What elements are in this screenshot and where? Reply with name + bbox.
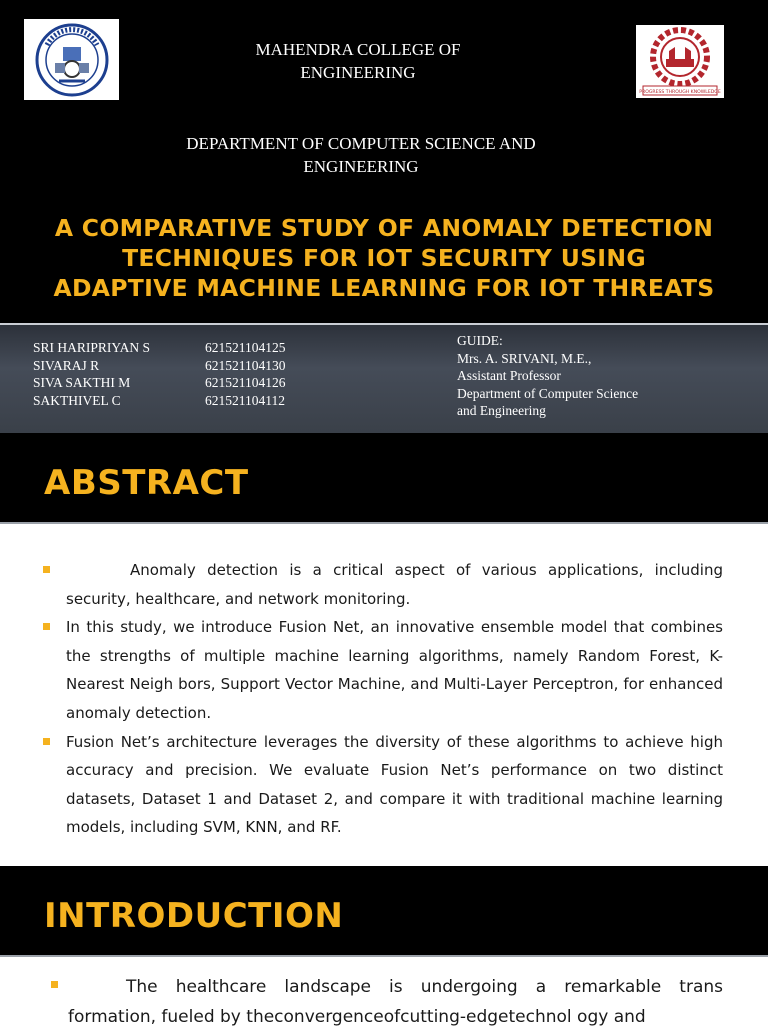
guide-info bbox=[457, 332, 737, 420]
student-register-number: 621521104130 bbox=[205, 357, 286, 373]
guide-designation: Assistant Professor bbox=[457, 368, 561, 383]
guide-department-line: and Engineering bbox=[457, 403, 546, 418]
student-name: SAKTHIVEL C bbox=[33, 392, 121, 408]
divider bbox=[0, 522, 768, 524]
list-item bbox=[66, 728, 723, 842]
university-motto: PROGRESS THROUGH KNOWLEDGE bbox=[639, 89, 721, 95]
title-slide bbox=[0, 0, 768, 433]
student-row bbox=[33, 339, 286, 357]
divider bbox=[0, 955, 768, 957]
list-item bbox=[66, 556, 723, 613]
bullet-text: The healthcare landscape is undergoing a remarkable trans formation, fueled by theconvergenceofcutting-edgetechnol ogy and bbox=[68, 977, 723, 1027]
guide-label: GUIDE: bbox=[457, 333, 503, 348]
student-register-number: 621521104126 bbox=[205, 375, 286, 390]
abstract-heading: ABSTRACT bbox=[44, 463, 249, 503]
department-name: DEPARTMENT OF COMPUTER SCIENCE AND ENGINEERING bbox=[186, 134, 536, 176]
project-title bbox=[14, 213, 754, 303]
student-name: SIVA SAKTHI M bbox=[33, 375, 131, 390]
student-row bbox=[33, 392, 286, 410]
student-row bbox=[33, 357, 286, 375]
introduction-heading: INTRODUCTION bbox=[44, 896, 344, 936]
student-row bbox=[33, 374, 286, 392]
student-name: SRI HARIPRIYAN S bbox=[33, 340, 151, 355]
student-register-number: 621521104112 bbox=[205, 392, 285, 408]
title-line-3: ADAPTIVE MACHINE LEARNING FOR IOT THREATS bbox=[53, 274, 715, 302]
guide-department-line: Department of Computer Science bbox=[457, 385, 639, 401]
bullet-text: Fusion Net’s architecture leverages the diversity of these algorithms to achieve high accuracy and precision. We evaluate Fusion Net’s performance on two distinct datasets, Dataset 1 and Dataset 2, and compare it with traditional machine learning models, including SVM, KNN, and RF. bbox=[66, 732, 723, 837]
abstract-body bbox=[66, 556, 723, 842]
student-list bbox=[33, 339, 286, 409]
guide-name: Mrs. A. SRIVANI, M.E., bbox=[457, 350, 592, 366]
bullet-text: Anomaly detection is a critical aspect of various applications, including security, healthcare, and network monitoring. bbox=[66, 561, 723, 608]
title-line-1: A COMPARATIVE STUDY OF ANOMALY DETECTION bbox=[54, 214, 714, 242]
student-name: SIVARAJ R bbox=[33, 357, 100, 373]
bullet-text: In this study, we introduce Fusion Net, an innovative ensemble model that combines the strengths of multiple machine learning algorithms, namely Random Forest, K-Nearest Neigh bors, Support Vector Machine, and Multi-Layer Perceptron, for enhanced anomaly detection. bbox=[66, 618, 723, 722]
introduction-body bbox=[68, 972, 723, 1032]
student-register-number: 621521104125 bbox=[205, 340, 286, 355]
college-emblem-icon bbox=[24, 19, 119, 100]
list-item bbox=[66, 613, 723, 727]
title-line-2: TECHNIQUES FOR IOT SECURITY USING bbox=[122, 244, 646, 272]
list-item bbox=[68, 972, 723, 1032]
college-name: MAHENDRA COLLEGE OF ENGINEERING bbox=[255, 40, 461, 82]
anna-university-emblem-icon bbox=[636, 25, 724, 98]
